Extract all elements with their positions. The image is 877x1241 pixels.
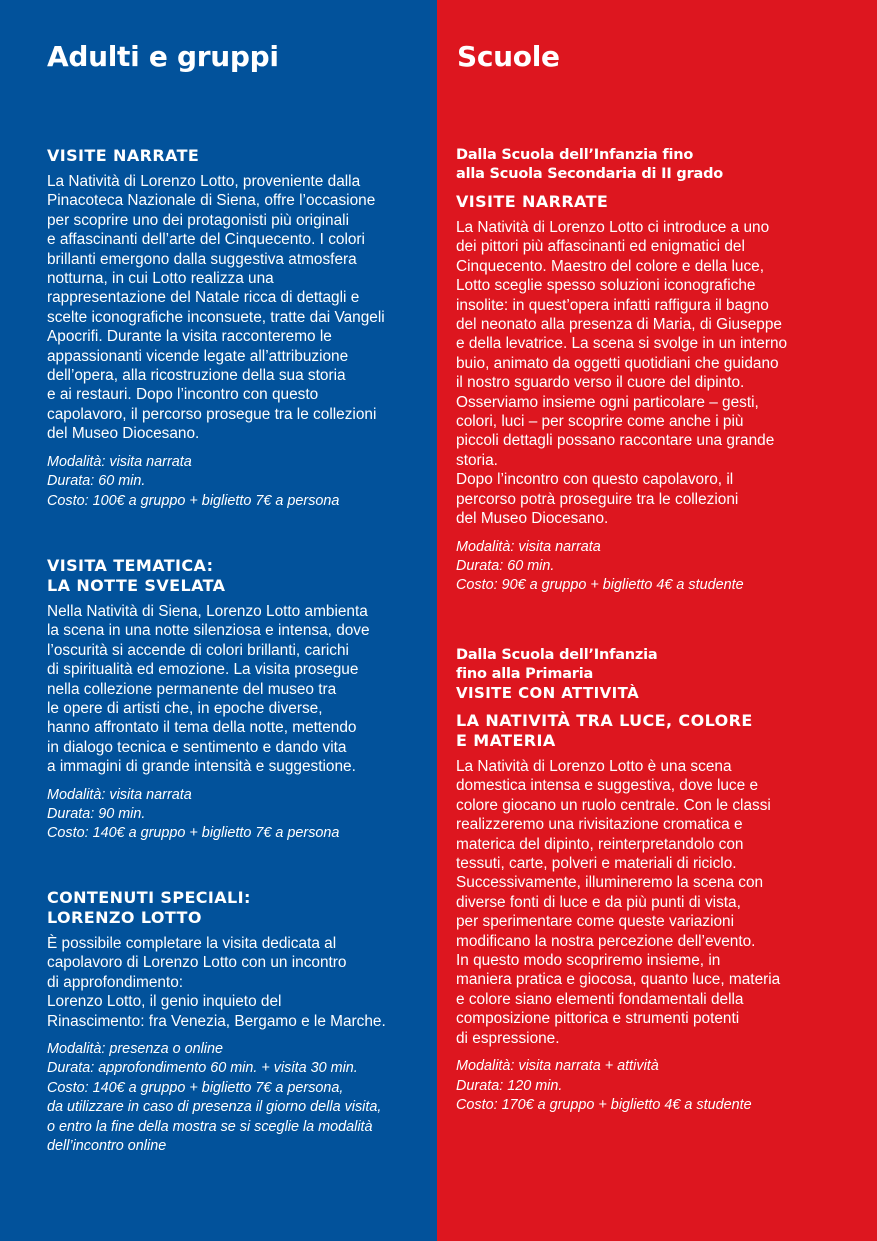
audience-subtitle: Dalla Scuola dell’Infanzia fino alla Scuola Secondaria di II grado (456, 147, 724, 182)
schools-column (437, 0, 877, 1241)
section-visita-tematica (47, 556, 427, 844)
section-visite-narrate-schools (456, 146, 866, 596)
audience-subtitle: Dalla Scuola dell’Infanzia fino alla Primaria (456, 647, 658, 682)
section-body: La Natività di Lorenzo Lotto è una scena domestica intensa e suggestiva, dove luce e colore giocano un ruolo centrale. Con le classi realizzeremo una rivisitazione cromatica e materica del dipinto, reinterpretandolo con tessuti, carte, polveri e materiali di riciclo. Successivamente, illumineremo la scena con diverse fonti di luce e da più punti di vista, per sperimentare come queste variazioni modificano la nostra percezione dell’evento. In questo modo scopriremo insieme, in maniera pratica e giocosa, quanto luce, materia e colore siano elementi fondamentali della composizione pittorica e strumenti potenti di espressione. (456, 758, 781, 1047)
section-title: CONTENUTI SPECIALI: LORENZO LOTTO (47, 888, 251, 927)
section-title: VISITE NARRATE (456, 192, 609, 211)
adults-groups-title: Adulti e gruppi (47, 40, 279, 73)
adults-groups-column (0, 0, 437, 1241)
section-body: È possibile completare la visita dedicata al capolavoro di Lorenzo Lotto con un incontro di approfondimento: Lorenzo Lotto, il genio inquieto del Rinascimento: fra Venezia, Bergamo e le Marche. (47, 935, 386, 1030)
activity-type-subtitle: VISITE CON ATTIVITÀ (456, 684, 640, 702)
section-body: Nella Natività di Siena, Lorenzo Lotto ambienta la scena in una notte silenziosa e intensa, dove l’oscurità si accende di colori brillanti, carichi di spiritualità ed emozione. La visita prosegue nella collezione permanente del museo tra le opere di artisti che, in epoche diverse, hanno affrontato il tema della notte, mettendo in dialogo tecnica e sentimento e dando vita a immagini di grande intensità e suggestione. (47, 603, 370, 776)
section-details: Modalità: visita narrata + attività Durata: 120 min. Costo: 170€ a gruppo + biglietto 4€ a studente (456, 1058, 752, 1113)
section-title: VISITE NARRATE (47, 146, 200, 165)
section-body: La Natività di Lorenzo Lotto, proveniente dalla Pinacoteca Nazionale di Siena, offre l’occasione per scoprire uno dei protagonisti più originali e affascinanti dell’arte del Cinquecento. I colori brillanti emergono dalla suggestiva atmosfera notturna, in cui Lotto realizza una rappresentazione del Natale ricca di dettagli e scelte iconografiche inconsuete, tratte dai Vangeli Apocrifi. Durante la visita racconteremo le appassionanti vicende legate all’attribuzione dell’opera, alla ricostruzione della sua storia e ai restauri. Dopo l’incontro con questo capolavoro, il percorso prosegue tra le collezioni del Museo Diocesano. (47, 173, 385, 443)
section-details: Modalità: presenza o online Durata: approfondimento 60 min. + visita 30 min. Costo: 140€ a gruppo + biglietto 7€ a persona, da utilizzare in caso di presenza il giorno della visita, o entro la fine della mostra se si sceglie la modalità dell’incontro online (47, 1041, 382, 1155)
section-title: VISITA TEMATICA: LA NOTTE SVELATA (47, 556, 226, 595)
section-title: LA NATIVITÀ TRA LUCE, COLORE E MATERIA (456, 711, 753, 750)
section-visite-con-attivita (456, 646, 866, 1115)
section-details: Modalità: visita narrata Durata: 90 min. Costo: 140€ a gruppo + biglietto 7€ a persona (47, 786, 340, 842)
section-contenuti-speciali (47, 888, 427, 1156)
section-details: Modalità: visita narrata Durata: 60 min. Costo: 90€ a gruppo + biglietto 4€ a studente (456, 538, 744, 594)
section-body: La Natività di Lorenzo Lotto ci introduce a uno dei pittori più affascinanti ed enigmatici del Cinquecento. Maestro del colore e della luce, Lotto sceglie spesso soluzioni iconografiche insolite: in quest’opera infatti raffigura il bagno del neonato alla presenza di Maria, di Giuseppe e della levatrice. La scena si svolge in un interno buio, animato da oggetti quotidiani che guidano il nostro sguardo verso il cuore del dipinto. Osserviamo insieme ogni particolare – gesti, colori, luci – per scoprire come anche i più piccoli dettagli possano raccontare una grande storia. Dopo l’incontro con questo capolavoro, il percorso potrà proseguire tra le collezioni del Museo Diocesano. (456, 219, 788, 528)
schools-title: Scuole (457, 40, 560, 73)
section-details: Modalità: visita narrata Durata: 60 min. Costo: 100€ a gruppo + biglietto 7€ a persona (47, 453, 340, 509)
section-visite-narrate-adults (47, 146, 427, 511)
